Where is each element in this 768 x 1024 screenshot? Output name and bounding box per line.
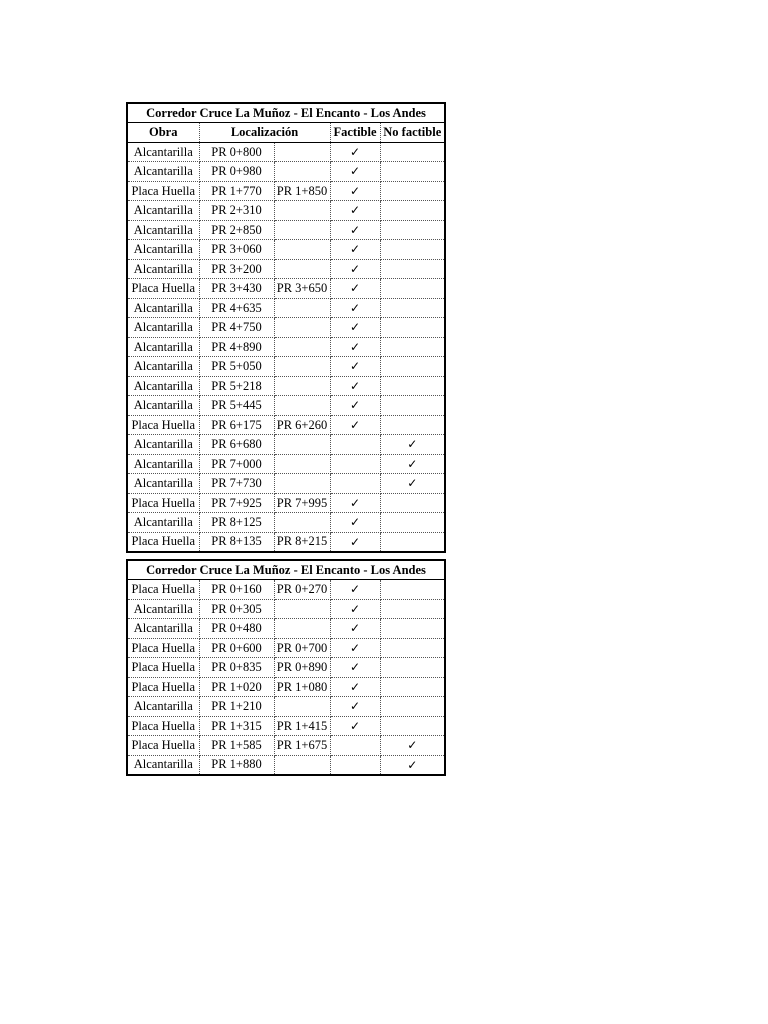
- cell-factible: ✓: [330, 716, 380, 736]
- cell-factible: ✓: [330, 162, 380, 182]
- cell-obra: Placa Huella: [127, 532, 199, 552]
- cell-obra: Alcantarilla: [127, 220, 199, 240]
- cell-no-factible: ✓: [380, 454, 445, 474]
- cell-pr-hasta: [274, 619, 330, 639]
- cell-factible: ✓: [330, 677, 380, 697]
- cell-pr-hasta: [274, 755, 330, 775]
- cell-obra: Alcantarilla: [127, 259, 199, 279]
- cell-pr-hasta: [274, 142, 330, 162]
- cell-no-factible: [380, 658, 445, 678]
- works-table-2: [126, 559, 446, 776]
- cell-no-factible: [380, 396, 445, 416]
- table-row: [127, 716, 445, 736]
- cell-obra: Alcantarilla: [127, 201, 199, 221]
- table-row: [127, 599, 445, 619]
- cell-pr-hasta: PR 1+850: [274, 181, 330, 201]
- cell-no-factible: [380, 376, 445, 396]
- cell-pr-hasta: [274, 376, 330, 396]
- cell-pr-hasta: [274, 474, 330, 494]
- table-row: [127, 337, 445, 357]
- cell-pr-desde: PR 3+200: [199, 259, 274, 279]
- cell-no-factible: [380, 220, 445, 240]
- cell-no-factible: [380, 142, 445, 162]
- cell-obra: Alcantarilla: [127, 376, 199, 396]
- cell-no-factible: ✓: [380, 474, 445, 494]
- cell-factible: ✓: [330, 298, 380, 318]
- table-row: [127, 298, 445, 318]
- cell-factible: ✓: [330, 142, 380, 162]
- header-localizacion: Localización: [199, 123, 330, 143]
- table-row: [127, 220, 445, 240]
- table-row: [127, 658, 445, 678]
- cell-no-factible: [380, 240, 445, 260]
- table-row: [127, 318, 445, 338]
- cell-obra: Placa Huella: [127, 736, 199, 756]
- header-factible: Factible: [330, 123, 380, 143]
- table-row: [127, 181, 445, 201]
- cell-no-factible: [380, 357, 445, 377]
- table-row: [127, 736, 445, 756]
- cell-factible: ✓: [330, 599, 380, 619]
- cell-pr-desde: PR 1+880: [199, 755, 274, 775]
- cell-obra: Alcantarilla: [127, 697, 199, 717]
- cell-pr-desde: PR 7+000: [199, 454, 274, 474]
- table-row: [127, 357, 445, 377]
- cell-pr-hasta: PR 0+270: [274, 580, 330, 600]
- cell-pr-hasta: [274, 599, 330, 619]
- cell-factible: ✓: [330, 619, 380, 639]
- cell-no-factible: [380, 337, 445, 357]
- cell-obra: Alcantarilla: [127, 513, 199, 533]
- cell-factible: ✓: [330, 240, 380, 260]
- cell-obra: Alcantarilla: [127, 357, 199, 377]
- cell-pr-hasta: PR 3+650: [274, 279, 330, 299]
- cell-pr-hasta: [274, 454, 330, 474]
- cell-pr-desde: PR 0+835: [199, 658, 274, 678]
- cell-pr-desde: PR 4+890: [199, 337, 274, 357]
- cell-pr-desde: PR 1+210: [199, 697, 274, 717]
- cell-factible: ✓: [330, 638, 380, 658]
- cell-factible: ✓: [330, 279, 380, 299]
- cell-pr-hasta: [274, 337, 330, 357]
- cell-no-factible: [380, 181, 445, 201]
- table-row: [127, 376, 445, 396]
- works-table-1: [126, 102, 446, 553]
- cell-factible: ✓: [330, 580, 380, 600]
- cell-pr-hasta: [274, 240, 330, 260]
- header-obra: Obra: [127, 123, 199, 143]
- cell-obra: Alcantarilla: [127, 474, 199, 494]
- cell-pr-desde: PR 0+600: [199, 638, 274, 658]
- cell-pr-desde: PR 2+310: [199, 201, 274, 221]
- cell-pr-hasta: [274, 259, 330, 279]
- cell-obra: Placa Huella: [127, 181, 199, 201]
- cell-pr-desde: PR 0+980: [199, 162, 274, 182]
- cell-obra: Alcantarilla: [127, 318, 199, 338]
- table-row: [127, 279, 445, 299]
- cell-factible: ✓: [330, 357, 380, 377]
- cell-pr-hasta: PR 8+215: [274, 532, 330, 552]
- cell-obra: Alcantarilla: [127, 599, 199, 619]
- table-row: [127, 619, 445, 639]
- table-row: [127, 435, 445, 455]
- cell-obra: Alcantarilla: [127, 755, 199, 775]
- cell-pr-desde: PR 7+730: [199, 474, 274, 494]
- cell-pr-desde: PR 8+135: [199, 532, 274, 552]
- cell-pr-desde: PR 5+218: [199, 376, 274, 396]
- cell-factible: [330, 474, 380, 494]
- cell-factible: ✓: [330, 201, 380, 221]
- cell-no-factible: [380, 532, 445, 552]
- table-row: [127, 454, 445, 474]
- cell-pr-desde: PR 1+770: [199, 181, 274, 201]
- cell-obra: Alcantarilla: [127, 142, 199, 162]
- cell-pr-hasta: PR 7+995: [274, 493, 330, 513]
- cell-obra: Placa Huella: [127, 493, 199, 513]
- cell-pr-desde: PR 3+430: [199, 279, 274, 299]
- cell-obra: Alcantarilla: [127, 162, 199, 182]
- table-row: [127, 259, 445, 279]
- table-row: [127, 697, 445, 717]
- cell-no-factible: [380, 599, 445, 619]
- table-title: Corredor Cruce La Muñoz - El Encanto - Los Andes: [127, 560, 445, 580]
- cell-pr-hasta: [274, 201, 330, 221]
- table-row: [127, 580, 445, 600]
- cell-factible: ✓: [330, 513, 380, 533]
- cell-factible: [330, 736, 380, 756]
- cell-factible: ✓: [330, 220, 380, 240]
- cell-pr-hasta: [274, 220, 330, 240]
- cell-factible: ✓: [330, 532, 380, 552]
- cell-factible: [330, 435, 380, 455]
- table-body: [127, 142, 445, 552]
- table-row: [127, 162, 445, 182]
- table-row: [127, 240, 445, 260]
- cell-factible: ✓: [330, 697, 380, 717]
- cell-no-factible: [380, 162, 445, 182]
- cell-pr-desde: PR 3+060: [199, 240, 274, 260]
- cell-pr-desde: PR 5+445: [199, 396, 274, 416]
- cell-obra: Placa Huella: [127, 279, 199, 299]
- cell-pr-desde: PR 4+635: [199, 298, 274, 318]
- table-row: [127, 513, 445, 533]
- table-title: Corredor Cruce La Muñoz - El Encanto - Los Andes: [127, 103, 445, 123]
- table-row: [127, 638, 445, 658]
- cell-obra: Alcantarilla: [127, 396, 199, 416]
- cell-no-factible: [380, 677, 445, 697]
- cell-no-factible: ✓: [380, 736, 445, 756]
- cell-obra: Alcantarilla: [127, 240, 199, 260]
- cell-no-factible: [380, 493, 445, 513]
- cell-pr-desde: PR 8+125: [199, 513, 274, 533]
- cell-pr-hasta: [274, 162, 330, 182]
- table-row: [127, 677, 445, 697]
- cell-obra: Placa Huella: [127, 716, 199, 736]
- cell-no-factible: [380, 259, 445, 279]
- cell-factible: ✓: [330, 337, 380, 357]
- cell-obra: Alcantarilla: [127, 619, 199, 639]
- cell-no-factible: [380, 415, 445, 435]
- header-no-factible: No factible: [380, 123, 445, 143]
- cell-factible: ✓: [330, 376, 380, 396]
- cell-factible: ✓: [330, 181, 380, 201]
- cell-pr-desde: PR 5+050: [199, 357, 274, 377]
- cell-pr-desde: PR 1+020: [199, 677, 274, 697]
- cell-pr-hasta: PR 1+675: [274, 736, 330, 756]
- cell-pr-desde: PR 7+925: [199, 493, 274, 513]
- cell-pr-hasta: [274, 298, 330, 318]
- table-row: [127, 532, 445, 552]
- cell-obra: Alcantarilla: [127, 298, 199, 318]
- cell-pr-hasta: [274, 318, 330, 338]
- cell-no-factible: [380, 318, 445, 338]
- cell-pr-hasta: [274, 513, 330, 533]
- cell-pr-desde: PR 0+305: [199, 599, 274, 619]
- cell-pr-hasta: [274, 435, 330, 455]
- cell-pr-hasta: [274, 357, 330, 377]
- cell-obra: Placa Huella: [127, 580, 199, 600]
- cell-pr-desde: PR 1+315: [199, 716, 274, 736]
- cell-no-factible: [380, 279, 445, 299]
- cell-pr-desde: PR 0+480: [199, 619, 274, 639]
- cell-obra: Placa Huella: [127, 658, 199, 678]
- table-row: [127, 493, 445, 513]
- cell-no-factible: [380, 580, 445, 600]
- cell-no-factible: [380, 513, 445, 533]
- cell-factible: ✓: [330, 493, 380, 513]
- cell-no-factible: [380, 697, 445, 717]
- cell-pr-hasta: [274, 697, 330, 717]
- cell-no-factible: [380, 201, 445, 221]
- cell-pr-hasta: [274, 396, 330, 416]
- cell-pr-hasta: PR 0+700: [274, 638, 330, 658]
- cell-obra: Placa Huella: [127, 415, 199, 435]
- cell-factible: [330, 755, 380, 775]
- cell-pr-hasta: PR 1+080: [274, 677, 330, 697]
- table-row: [127, 201, 445, 221]
- cell-factible: ✓: [330, 259, 380, 279]
- cell-obra: Alcantarilla: [127, 454, 199, 474]
- cell-no-factible: ✓: [380, 435, 445, 455]
- cell-pr-hasta: PR 1+415: [274, 716, 330, 736]
- table-row: [127, 415, 445, 435]
- cell-factible: [330, 454, 380, 474]
- cell-pr-desde: PR 1+585: [199, 736, 274, 756]
- cell-pr-hasta: PR 6+260: [274, 415, 330, 435]
- cell-obra: Placa Huella: [127, 638, 199, 658]
- table-body: [127, 580, 445, 775]
- cell-no-factible: ✓: [380, 755, 445, 775]
- cell-factible: ✓: [330, 415, 380, 435]
- cell-factible: ✓: [330, 396, 380, 416]
- cell-obra: Alcantarilla: [127, 337, 199, 357]
- cell-factible: ✓: [330, 658, 380, 678]
- cell-pr-desde: PR 4+750: [199, 318, 274, 338]
- cell-no-factible: [380, 638, 445, 658]
- cell-obra: Placa Huella: [127, 677, 199, 697]
- table-row: [127, 755, 445, 775]
- table-row: [127, 474, 445, 494]
- table-row: [127, 142, 445, 162]
- table-row: [127, 396, 445, 416]
- cell-pr-desde: PR 6+680: [199, 435, 274, 455]
- cell-factible: ✓: [330, 318, 380, 338]
- cell-obra: Alcantarilla: [127, 435, 199, 455]
- cell-no-factible: [380, 619, 445, 639]
- cell-pr-desde: PR 2+850: [199, 220, 274, 240]
- cell-pr-desde: PR 0+160: [199, 580, 274, 600]
- cell-pr-hasta: PR 0+890: [274, 658, 330, 678]
- cell-pr-desde: PR 6+175: [199, 415, 274, 435]
- cell-no-factible: [380, 298, 445, 318]
- cell-pr-desde: PR 0+800: [199, 142, 274, 162]
- cell-no-factible: [380, 716, 445, 736]
